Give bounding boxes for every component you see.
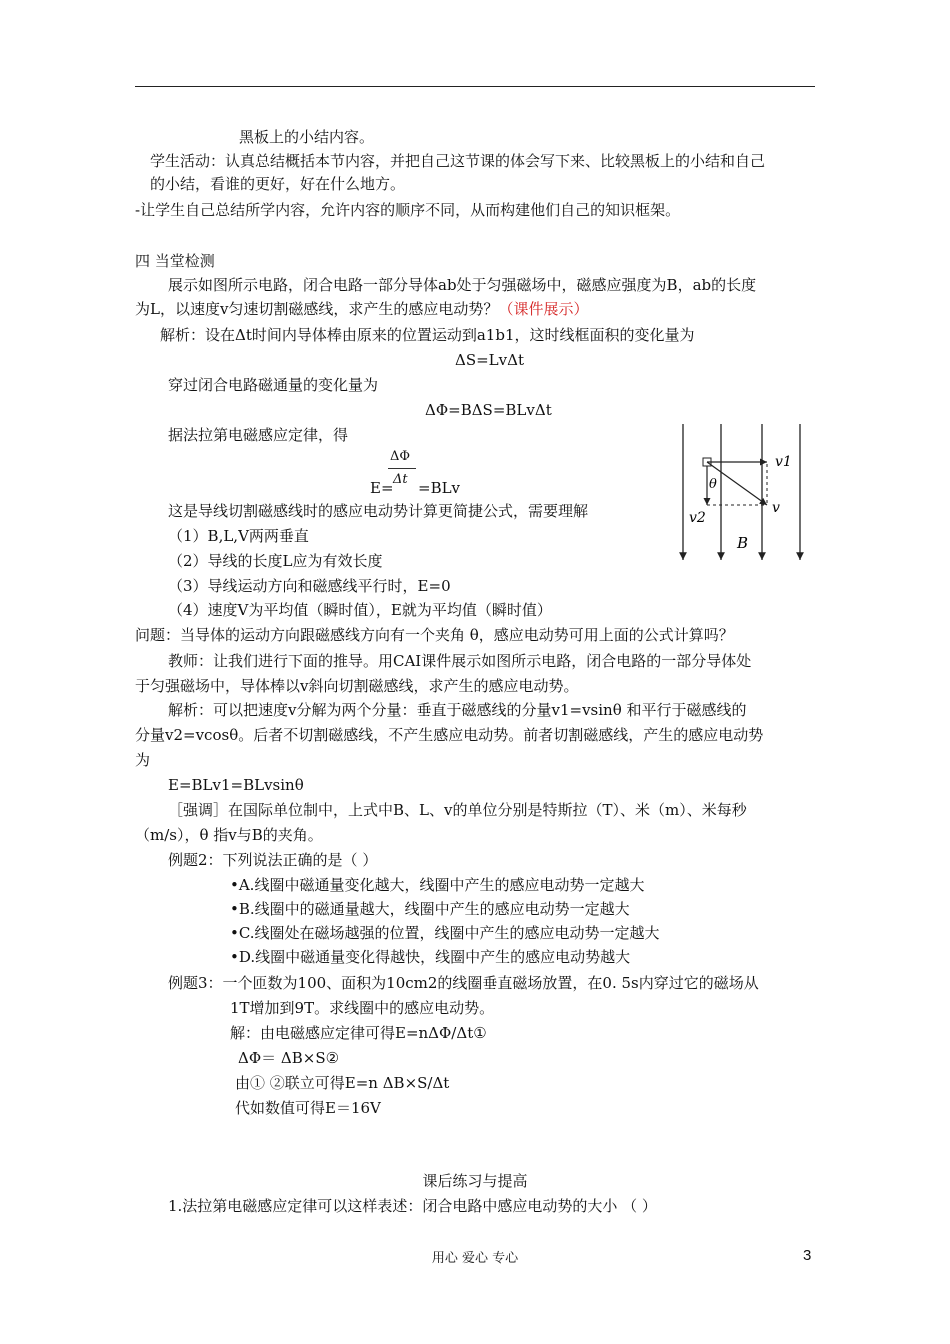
fraction-numerator: ΔΦ — [390, 449, 411, 464]
condition-1: （1）B,L,V两两垂直 — [168, 527, 309, 545]
condition-3: （3）导线运动方向和磁感线平行时，E=0 — [168, 577, 451, 595]
example2-option-d: •D.线圈中磁通量变化得越快，线圈中产生的感应电动势越大 — [230, 948, 631, 966]
problem-text: 为L，以速度v匀速切割磁感线，求产生的感应电动势？ — [135, 300, 499, 318]
analysis2-line1: 解析：可以把速度v分解为两个分量：垂直于磁感线的分量v1=vsinθ 和平行于磁感线的 — [168, 701, 747, 719]
analysis-line: 解析：设在Δt时间内导体棒由原来的位置运动到a1b1，这时线框面积的变化量为 — [160, 326, 695, 344]
page-number: 3 — [803, 1247, 812, 1264]
student-activity-line2: 的小结，看谁的更好，好在什么地方。 — [150, 175, 406, 193]
condition-2: （2）导线的长度L应为有效长度 — [168, 552, 383, 570]
analysis2-line3: 为 — [135, 751, 151, 769]
example2-option-c: •C.线圈处在磁场越强的位置，线圈中产生的感应电动势一定越大 — [230, 924, 660, 942]
question-line: 问题：当导体的运动方向跟磁感线方向有一个夹角 θ，感应电动势可用上面的公式计算吗？ — [135, 626, 734, 644]
fraction-bar — [388, 468, 416, 469]
exercise-1: 1.法拉第电磁感应定律可以这样表述：闭合电路中感应电动势的大小 （ ） — [168, 1197, 657, 1215]
velocity-decomposition-diagram — [665, 420, 815, 570]
solution-step-1: 解：由电磁感应定律可得E=nΔΦ/Δt① — [230, 1024, 487, 1042]
equation-e-sin: E=BLv1=BLvsinθ — [168, 776, 304, 794]
after-class-title: 课后练习与提高 — [422, 1172, 528, 1190]
header-rule — [135, 86, 815, 87]
condition-4: （4）速度V为平均值（瞬时值），E就为平均值（瞬时值） — [168, 601, 552, 619]
formula-note: 这是导线切割磁感线时的感应电动势计算更简捷公式，需要理解 — [168, 502, 589, 520]
equation-e-left: E= — [370, 479, 394, 497]
equation-e-right: =BLv — [418, 479, 461, 497]
emphasis-line1: ［强调］在国际单位制中，上式中B、L、v的单位分别是特斯拉（T）、米（m）、米每秒 — [168, 801, 747, 819]
equation-delta-s: ΔS=LvΔt — [455, 351, 524, 369]
student-activity-line1: 学生活动：认真总结概括本节内容，并把自己这节课的体会写下来、比较黑板上的小结和自己 — [150, 152, 766, 170]
fraction-denominator: Δt — [393, 472, 408, 487]
example2-option-b: •B.线圈中的磁通量越大，线圈中产生的感应电动势一定越大 — [230, 900, 630, 918]
solution-step-2: ΔΦ＝ ΔB×S② — [238, 1049, 340, 1067]
emphasis-line2: （m/s），θ 指v与B的夹角。 — [135, 826, 323, 844]
label-v: v — [772, 500, 780, 516]
example3-line1: 例题3：一个匝数为100、面积为10cm2的线圈垂直磁场放置，在0. 5s内穿过它的磁场从 — [168, 974, 759, 992]
label-b: B — [737, 534, 749, 552]
example2-question: 例题2：下列说法正确的是（ ） — [168, 851, 378, 869]
footer-motto: 用心 爱心 专心 — [431, 1251, 519, 1266]
summary-instruction: -让学生自己总结所学内容，允许内容的顺序不同，从而构建他们自己的知识框架。 — [135, 201, 681, 219]
example2-option-a: •A.线圈中磁通量变化越大，线圈中产生的感应电动势一定越大 — [230, 876, 645, 894]
courseware-note: （课件展示） — [498, 300, 589, 318]
section-heading: 四 当堂检测 — [135, 252, 215, 270]
equation-delta-phi: ΔΦ=BΔS=BLvΔt — [425, 401, 552, 419]
summary-line: 黑板上的小结内容。 — [239, 128, 375, 146]
teacher-line2: 于匀强磁场中，导体棒以v斜向切割磁感线，求产生的感应电动势。 — [135, 677, 579, 695]
label-v2: v2 — [689, 510, 706, 526]
faraday-law-text: 据法拉第电磁感应定律，得 — [168, 426, 349, 444]
example3-line2: 1T增加到9T。求线圈中的感应电动势。 — [230, 999, 495, 1017]
label-theta: θ — [709, 477, 717, 492]
solution-step-4: 代如数值可得E＝16V — [235, 1099, 381, 1117]
flux-change-text: 穿过闭合电路磁通量的变化量为 — [168, 376, 379, 394]
analysis2-line2: 分量v2=vcosθ。后者不切割磁感线，不产生感应电动势。前者切割磁感线，产生的感应电动势 — [135, 726, 764, 744]
solution-step-3: 由① ②联立可得E=n ΔB×S/Δt — [235, 1074, 450, 1092]
teacher-line1: 教师：让我们进行下面的推导。用CAI课件展示如图所示电路，闭合电路的一部分导体处 — [168, 652, 752, 670]
problem-line1: 展示如图所示电路，闭合电路一部分导体ab处于匀强磁场中，磁感应强度为B，ab的长度 — [168, 276, 757, 294]
problem-line2 — [135, 298, 588, 320]
label-v1: v1 — [775, 454, 792, 470]
